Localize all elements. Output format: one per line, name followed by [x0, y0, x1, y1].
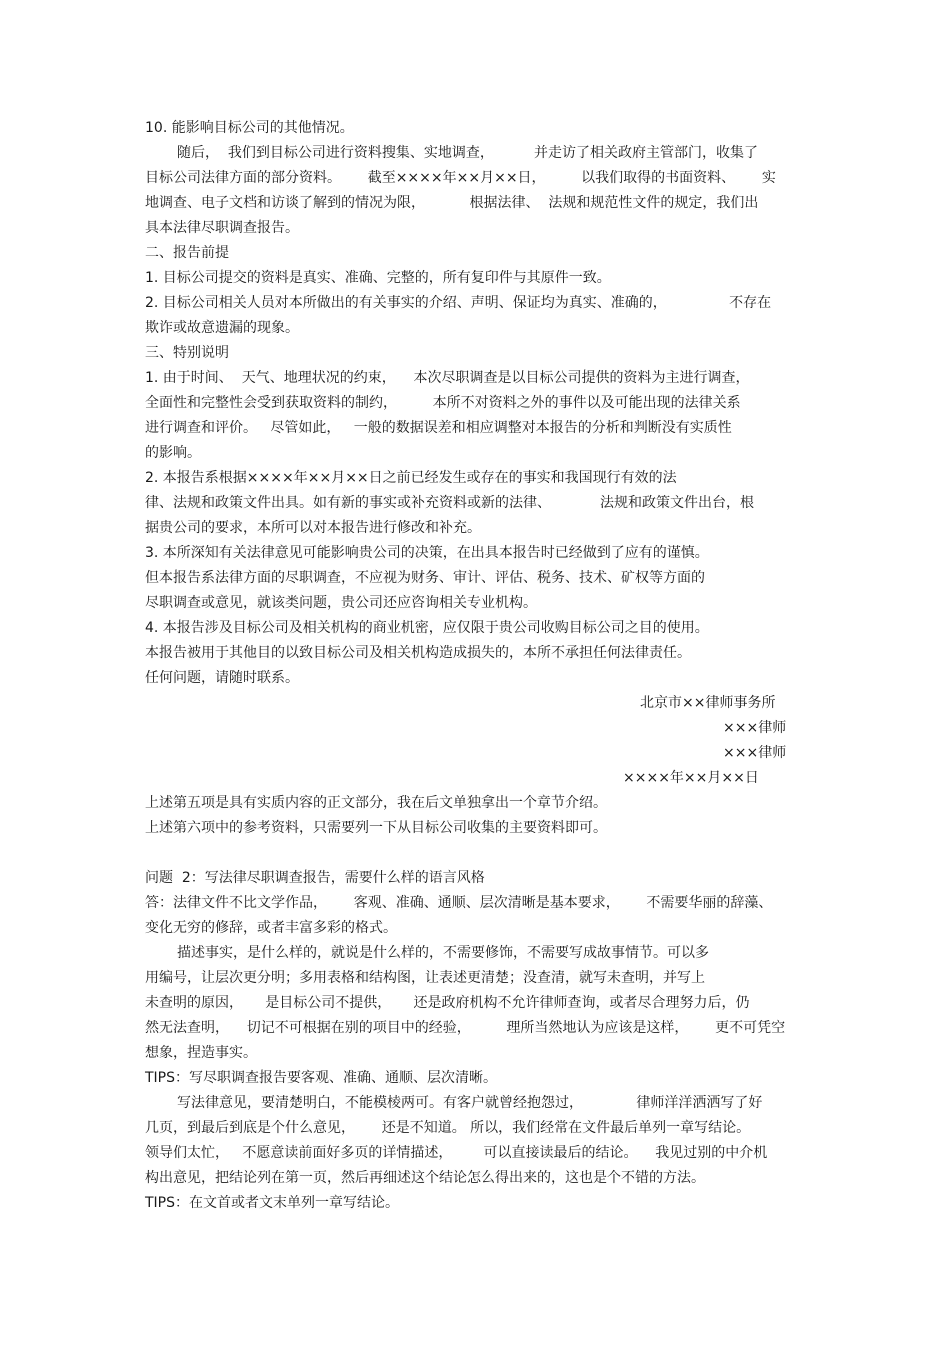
question-heading: 问题 2：写法律尽职调查报告，需要什么样的语言风格 [145, 870, 485, 886]
text-line: 上述第五项是具有实质内容的正文部分，我在后文单独拿出一个章节介绍。 [145, 795, 607, 811]
signature-date: ××××年××月××日 [623, 770, 759, 786]
text-line: 3. 本所深知有关法律意见可能影响贵公司的决策，在出具本报告时已经做到了应有的谨慎。 [145, 545, 709, 561]
text-line: 但本报告系法律方面的尽职调查，不应视为财务、审计、评估、税务、技术、矿权等方面的 [145, 570, 705, 586]
text-line: 然无法查明， 切记不可根据在别的项目中的经验， 理所当然地认为应该是这样， 更不可凭空 [145, 1020, 786, 1036]
text-line: 答：法律文件不比文学作品， 客观、准确、通顺、层次清晰是基本要求， 不需要华丽的辞藻、 [145, 895, 773, 911]
section-heading: 二、报告前提 [145, 245, 229, 261]
text-line: 随后， 我们到目标公司进行资料搜集、实地调查， 并走访了相关政府主管部门，收集了 [177, 145, 758, 161]
tips-line: TIPS：写尽职调查报告要客观、准确、通顺、层次清晰。 [145, 1070, 498, 1086]
text-line: 尽职调查或意见，就该类问题，贵公司还应咨询相关专业机构。 [145, 595, 537, 611]
section-heading: 三、特别说明 [145, 345, 229, 361]
text-line: 1. 由于时间、 天气、地理状况的约束， 本次尽职调查是以目标公司提供的资料为主进行调查， [145, 370, 750, 386]
text-line: 欺诈或故意遗漏的现象。 [145, 320, 299, 336]
text-line: 地调查、电子文档和访谈了解到的情况为限， 根据法律、 法规和规范性文件的规定，我们出 [145, 195, 759, 211]
text-line: 写法律意见，要清楚明白，不能模棱两可。有客户就曾经抱怨过， 律师洋洋洒洒写了好 [177, 1095, 763, 1111]
text-line: 上述第六项中的参考资料，只需要列一下从目标公司收集的主要资料即可。 [145, 820, 607, 836]
text-line: 构出意见，把结论列在第一页，然后再细述这个结论怎么得出来的，这也是个不错的方法。 [145, 1170, 705, 1186]
signature-firm: 北京市××律师事务所 [640, 695, 776, 711]
text-line: 的影响。 [145, 445, 201, 461]
text-line: 进行调查和评价。 尽管如此， 一般的数据误差和相应调整对本报告的分析和判断没有实质性 [145, 420, 732, 436]
tips-line: TIPS：在文首或者文末单列一章写结论。 [145, 1195, 400, 1211]
text-line: 未查明的原因， 是目标公司不提供， 还是政府机构不允许律师查询，或者尽合理努力后，仍 [145, 995, 750, 1011]
text-line: 几页，到最后到底是个什么意见， 还是不知道。 所以，我们经常在文件最后单列一章写结论。 [145, 1120, 751, 1136]
text-line: 4. 本报告涉及目标公司及相关机构的商业机密，应仅限于贵公司收购目标公司之目的使用。 [145, 620, 709, 636]
text-line: 领导们太忙， 不愿意读前面好多页的详情描述， 可以直接读最后的结论。 我见过别的中介机 [145, 1145, 768, 1161]
text-line: 变化无穷的修辞，或者丰富多彩的格式。 [145, 920, 397, 936]
text-line: 据贵公司的要求，本所可以对本报告进行修改和补充。 [145, 520, 481, 536]
signature-lawyer: ×××律师 [723, 720, 787, 736]
text-line: 2. 本报告系根据××××年××月××日之前已经发生或存在的事实和我国现行有效的法 [145, 470, 677, 486]
text-line: 全面性和完整性会受到获取资料的制约， 本所不对资料之外的事件以及可能出现的法律关系 [145, 395, 741, 411]
text-line: 2. 目标公司相关人员对本所做出的有关事实的介绍、声明、保证均为真实、准确的， 不存在 [145, 295, 772, 311]
text-line: 想象，捏造事实。 [145, 1045, 257, 1061]
text-line: 任何问题，请随时联系。 [145, 670, 299, 686]
text-line: 具本法律尽职调查报告。 [145, 220, 299, 236]
text-line: 本报告被用于其他目的以致目标公司及相关机构造成损失的，本所不承担任何法律责任。 [145, 645, 691, 661]
text-line: 用编号，让层次更分明；多用表格和结构图，让表述更清楚；没查清，就写未查明，并写上 [145, 970, 705, 986]
text-line: 律、法规和政策文件出具。如有新的事实或补充资料或新的法律、 法规和政策文件出台，根 [145, 495, 754, 511]
text-line: 10. 能影响目标公司的其他情况。 [145, 120, 354, 136]
signature-lawyer: ×××律师 [723, 745, 787, 761]
text-line: 1. 目标公司提交的资料是真实、准确、完整的，所有复印件与其原件一致。 [145, 270, 611, 286]
text-line: 目标公司法律方面的部分资料。 截至××××年××月××日， 以我们取得的书面资料、 实 [145, 170, 776, 186]
text-line: 描述事实，是什么样的，就说是什么样的，不需要修饰，不需要写成故事情节。可以多 [177, 945, 709, 961]
